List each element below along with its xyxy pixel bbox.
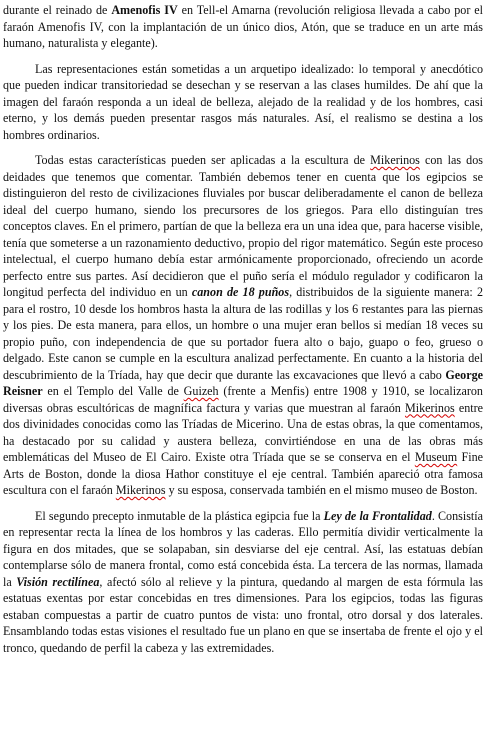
text-run: Todas estas características pueden ser aplicadas a la escultura de — [35, 153, 371, 167]
text-run: (frente a Menfis) entre 1908 y 1910, se localizaron diversas obras escultóricas de magnífica factura y varias que muestran al faraón — [3, 384, 483, 415]
misspelled-word-mikerinos: Mikerinos — [115, 483, 166, 497]
paragraph-representaciones: Las representaciones están sometidas a un arquetipo idealizado: lo temporal y anecdótico que pueden indicar transitoriedad se desechan y se reservan a las clases humildes. De ahí que la imagen del faraón responda a un ideal de belleza, alejado de la realidad y de los hombres, casi eterno, y los demás pueden presentar rasgos más naturales. Así, el realismo se destina a los hombres ordinarios. — [3, 61, 483, 142]
text-run: y su esposa, conservada también en el mismo museo de Boston. — [165, 483, 478, 497]
bold-name-amenofis: Amenofis IV — [111, 3, 178, 17]
text-run: Fine Arts de Boston, donde la diosa Hathor constituye el eje central. También apareció otra famosa escultura con el faraón — [3, 450, 484, 497]
text-run: , distribuidos de la siguiente manera: 2 para el rostro, 10 desde los hombros hasta la altura de las rodillas y los 6 restantes para las piernas y los pies. De esta manera, para ellos, un hombre o una mujer eran bellos si medían 18 veces su propio puño, con independencia de que su portador fuera alto o bajo, guapo o feo, grueso o delgado. Este canon se cumple en la escultura analizad perfectamente. En cuanto a la historia del descubrimiento de la Tríada, hay que decir que durante las excavaciones que llevó a cabo — [3, 285, 483, 382]
text-run: , afectó sólo al relieve y la pintura, quedando al margen de esta fórmula las estatuas exentas por estar concebidas en tres dimensiones. Para los egipcios, todas las figuras estaban compuestas a partir de cuatro puntos de vista: uno frontal, otro dorsal y dos laterales. Ensamblando todas estas visiones el resultado fue un plano en que se insertaba de frente el ojo y el tronco, quedando de perfil la cabeza y las extremidades. — [3, 574, 483, 655]
misspelled-word-mikerinos: Mikerinos — [404, 400, 455, 415]
emphasis-frontalidad: Ley de la Frontalidad — [323, 508, 432, 523]
paragraph-caracteristicas — [0, 152, 488, 499]
text-run: durante el reinado de — [3, 3, 112, 17]
text-run: . Consistía en representar recta la línea de los hombros y las caderas. Ello permitía dividir verticalmente la figura en dos mitades, que se solapaban, sin desviarse del eje central. Así, las estatuas debían contemplarse sólo de manera frontal, como está concebida ésta. La tercera de las normas, llamada la — [3, 508, 483, 589]
text-run: en Tell-el Amarna (revolución religiosa llevada a cabo por el faraón Amenofis IV, con la implantación de un único dios, Atón, que se traduce en un arte más humano, naturalista y elegante). — [3, 3, 483, 50]
paragraph-frontalidad — [0, 508, 488, 657]
misspelled-word-mikerinos: Mikerinos — [370, 153, 420, 167]
emphasis-vision-rectilinea: Visión rectilínea — [16, 574, 100, 589]
text-run: con las dos deidades que tenemos que comentar. También debemos tener en cuenta que los egipcios se distinguieron del resto de civilizaciones fluviales por buscar deliberadamente el canon de belleza ideal del cuerpo humano, siendo los precursores de los griegos. Para ello distinguían tres conceptos claves. En el primero, partían de que la belleza era un una idea que, para hacerse visible, tenía que someterse a un razonamiento deductivo, propio del rigor matemático. Según este proceso intelectual, el cuerpo humano debía estar armónicamente proporcionado, ofreciendo un acorde perfecto entre sus partes. Así decidieron que el puño sería el módulo regulador y codificaron la longitud perfecta del individuo en un — [3, 153, 483, 299]
text-run: El segundo precepto inmutable de la plástica egipcia fue la — [35, 508, 324, 523]
misspelled-word-guizeh: Guizeh — [183, 384, 219, 398]
text-run: en el Templo del Valle de — [42, 384, 184, 398]
misspelled-word-museum: Museum — [414, 450, 458, 464]
bold-name-reisner: George Reisner — [3, 367, 483, 398]
text-run: entre dos divinidades conocidas como las Tríadas de Micerino. Una de estas obras, la que comentamos, ha destacado por su calidad y austera belleza, convirtiéndose en una de las obras más emblemáticas del Museo de El Cairo. Existe otra Tríada que se se conserva en el — [3, 400, 483, 464]
emphasis-canon: canon de 18 puños — [191, 285, 290, 299]
paragraph-amenofis — [0, 0, 488, 52]
